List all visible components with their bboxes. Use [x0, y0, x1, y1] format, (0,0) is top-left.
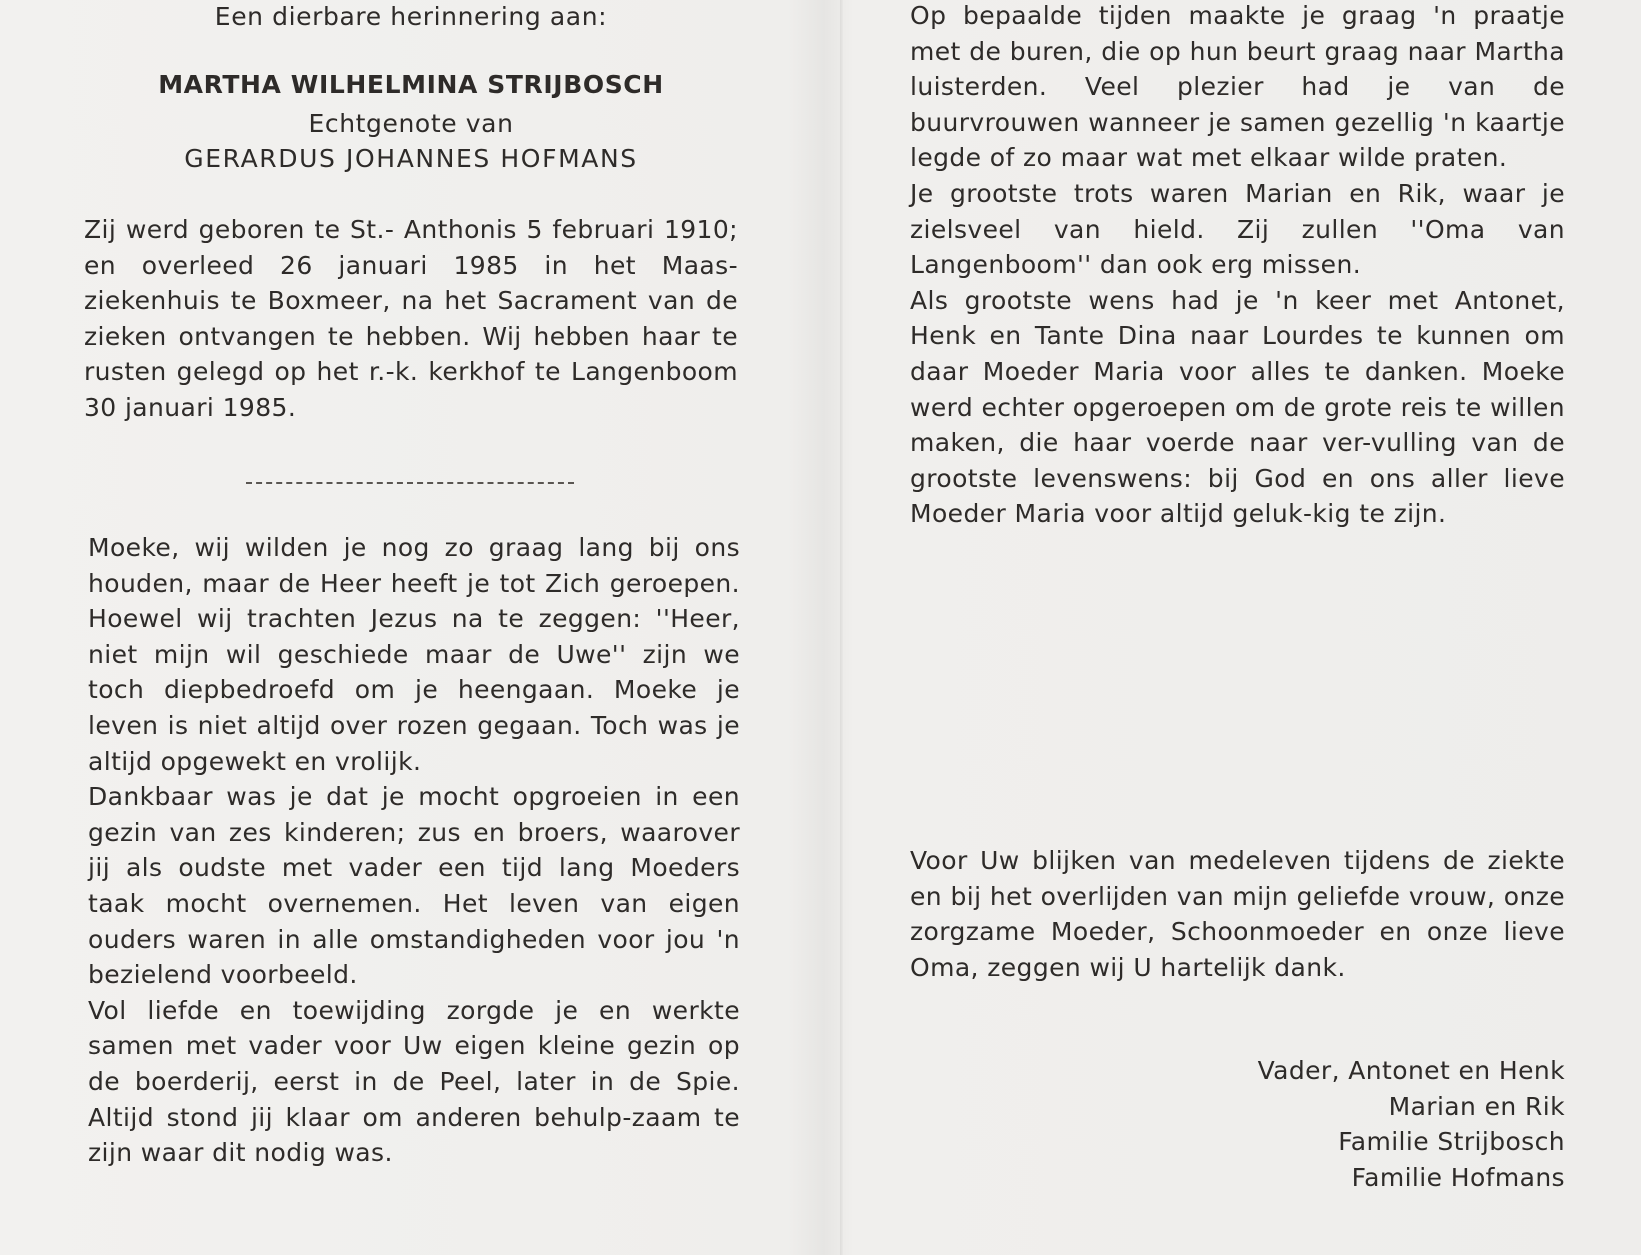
signoff-line: Familie Strijbosch [1338, 1127, 1565, 1157]
spouse-name: GERARDUS JOHANNES HOFMANS [184, 144, 638, 173]
tribute-paragraph: Je grootste trots waren Marian en Rik, waar je zielsveel van hield. Zij zullen ''Oma van Langenboom'' dan ook erg missen. [910, 178, 1565, 280]
signoff [1100, 1053, 1565, 1195]
tribute-paragraph: Als grootste wens had je 'n keer met Antonet, Henk en Tante Dina naar Lourdes te kunnen om daar Moeder Maria voor alles te danken. Moeke werd echter opgeroepen om de grote reis te willen maken, die haar voerde naar ver-vulling van de grootste levenswens: bij God en ons aller lieve Moeder Maria voor altijd geluk-kig te zijn. [910, 285, 1565, 529]
divider-line [246, 482, 574, 484]
signoff-line: Marian en Rik [1388, 1091, 1565, 1121]
card-fold [840, 0, 843, 1255]
thanks-paragraph: Voor Uw blijken van medeleven tijdens de ziekte en bij het overlijden van mijn geliefde vrouw, onze zorgzame Moeder, Schoonmoeder en onze lieve Oma, zeggen wij U hartelijk dank. [910, 846, 1565, 982]
tribute-paragraph: Dankbaar was je dat je mocht opgroeien in een gezin van zes kinderen; zus en broers, waarover jij als oudste met vader een tijd lang Moeders taak mocht overnemen. Het leven van eigen ouders waren in alle omstandigheden voor jou 'n bezielend voorbeeld. [88, 782, 740, 990]
deceased-name: MARTHA WILHELMINA STRIJBOSCH [158, 70, 664, 99]
signoff-line: Vader, Antonet en Henk [1257, 1056, 1565, 1085]
tribute-paragraph: Moeke, wij wilden je nog zo graag lang bij ons houden, maar de Heer heeft je tot Zich geroepen. Hoewel wij trachten Jezus na te zeggen: ''Heer, niet mijn wil geschiede maar de Uwe'' zijn we toch diepbedroefd om je heengaan. Moeke je leven is niet altijd over rozen gegaan. Toch was je altijd opgewekt en vrolijk. [88, 533, 740, 776]
spouse-label: Echtgenote van [308, 109, 514, 138]
intro-text: Een dierbare herinnering aan: [214, 2, 608, 31]
signoff-line: Familie Hofmans [1351, 1162, 1565, 1192]
biography-paragraph: Zij werd geboren te St.- Anthonis 5 februari 1910; en overleed 26 januari 1985 in het Maas-ziekenhuis te Boxmeer, na het Sacrament van de zieken ontvangen te hebben. Wij hebben haar te rusten gelegd op het r.-k. kerkhof te Langenboom 30 januari 1985. [84, 215, 738, 422]
tribute-left [88, 530, 740, 1171]
tribute-paragraph: Vol liefde en toewijding zorgde je en werkte samen met vader voor Uw eigen kleine gezin op de boerderij, eerst in de Peel, later in de Spie. Altijd stond jij klaar om anderen behulp-zaam te zijn waar dit nodig was. [88, 995, 740, 1168]
tribute-right [910, 0, 1565, 532]
tribute-paragraph: Op bepaalde tijden maakte je graag 'n praatje met de buren, die op hun beurt graag naar Martha luisterden. Veel plezier had je van de buurvrouwen wanneer je samen gezellig 'n kaartje legde of zo maar wat met elkaar wilde praten. [910, 1, 1565, 173]
